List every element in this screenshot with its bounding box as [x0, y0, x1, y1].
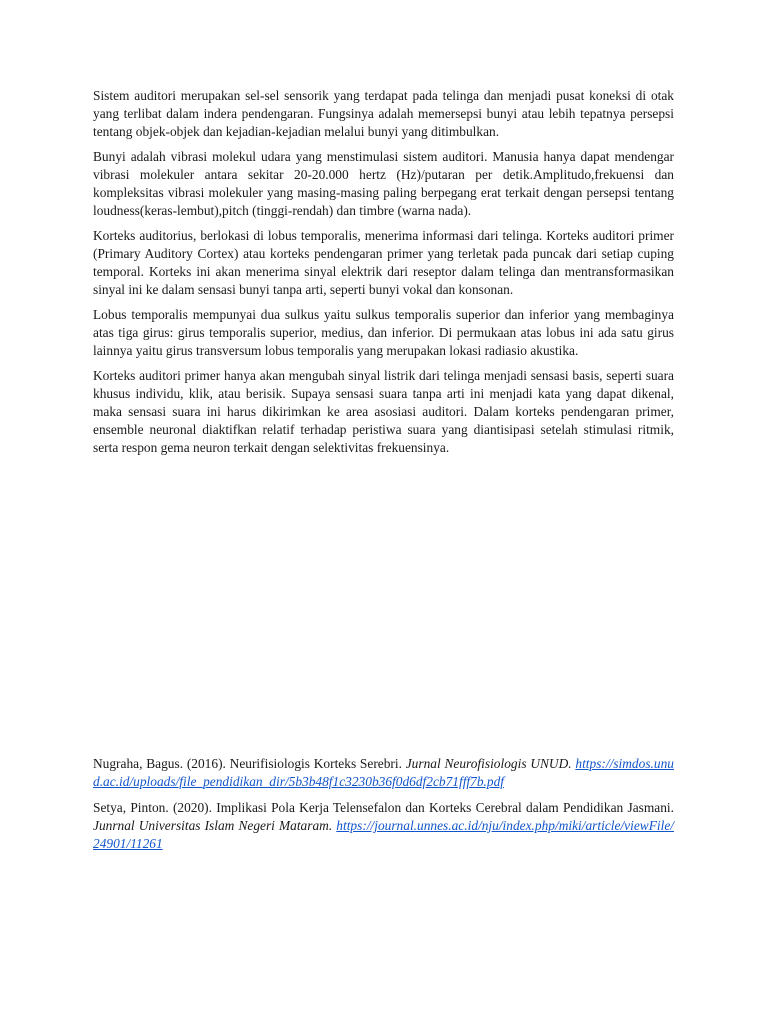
reference-journal: Jurnal Neurofisiologis UNUD.	[405, 756, 572, 771]
reference-item	[93, 755, 674, 791]
reference-citation: Setya, Pinton. (2020). Implikasi Pola Kerja Telensefalon dan Korteks Cerebral dalam Pendidikan Jasmani.	[93, 800, 674, 815]
body-text	[93, 87, 674, 464]
reference-citation: Nugraha, Bagus. (2016). Neurifisiologis Korteks Serebri.	[93, 756, 406, 771]
paragraph-bunyi: Bunyi adalah vibrasi molekul udara yang menstimulasi sistem auditori. Manusia hanya dapat mendengar vibrasi molekuler antara sekitar 20-20.000 hertz (Hz)/putaran per detik.Amplitudo,frekuensi dan kompleksitas vibrasi molekuler yang masing-masing paling berpegang erat terkait dengan persepsi tentang loudness(keras-lembut),pitch (tinggi-rendah) dan timbre (warna nada).	[93, 149, 674, 218]
paragraph-sistem-auditori: Sistem auditori merupakan sel-sel sensorik yang terdapat pada telinga dan menjadi pusat koneksi di otak yang terlibat dalam indera pendengaran. Fungsinya adalah memersepsi bunyi atau lebih tepatnya persepsi tentang objek-objek dan kejadian-kejadian melalui bunyi yang ditimbulkan.	[93, 88, 674, 139]
reference-link[interactable]: https://simdos.unud.ac.id/uploads/file_pendidikan_dir/5b3b48f1c3230b36f0d6df2cb71fff7b.pdf	[93, 756, 674, 789]
paragraph-korteks-auditori-primer: Korteks auditori primer hanya akan mengubah sinyal listrik dari telinga menjadi sensasi basis, seperti suara khusus individu, klik, atau berisik. Supaya sensasi suara tanpa arti ini menjadi kata yang dapat dikenal, maka sensasi suara ini harus dikirimkan ke area asosiasi auditori. Dalam korteks pendengaran primer, ensemble neuronal diaktifkan relatif terhadap peristiwa suara yang diantisipasi setelah stimulasi ritmik, serta respon gema neuron terkait dengan selektivitas frekuensinya.	[93, 368, 674, 455]
references	[93, 755, 674, 861]
paragraph-lobus-temporalis: Lobus temporalis mempunyai dua sulkus yaitu sulkus temporalis superior dan inferior yang membaginya atas tiga girus: girus temporalis superior, medius, dan inferior. Di permukaan atas lobus ini ada satu girus lainnya yaitu girus transversum lobus temporalis yang merupakan lokasi radiasio akustika.	[93, 307, 674, 358]
reference-journal: Junrnal Universitas Islam Negeri Mataram.	[93, 818, 333, 833]
reference-item	[93, 799, 674, 853]
reference-link[interactable]: https://journal.unnes.ac.id/nju/index.php/miki/article/viewFile/24901/11261	[93, 818, 674, 851]
paragraph-korteks-auditorius: Korteks auditorius, berlokasi di lobus temporalis, menerima informasi dari telinga. Korteks auditori primer (Primary Auditory Cortex) atau korteks pendengaran primer yang terletak pada puncak dari setiap cuping temporal. Korteks ini akan menerima sinyal elektrik dari reseptor dalam telinga dan mentransformasikan sinyal ini ke dalam sensasi bunyi tanpa arti, seperti bunyi vokal dan konsonan.	[93, 228, 674, 297]
